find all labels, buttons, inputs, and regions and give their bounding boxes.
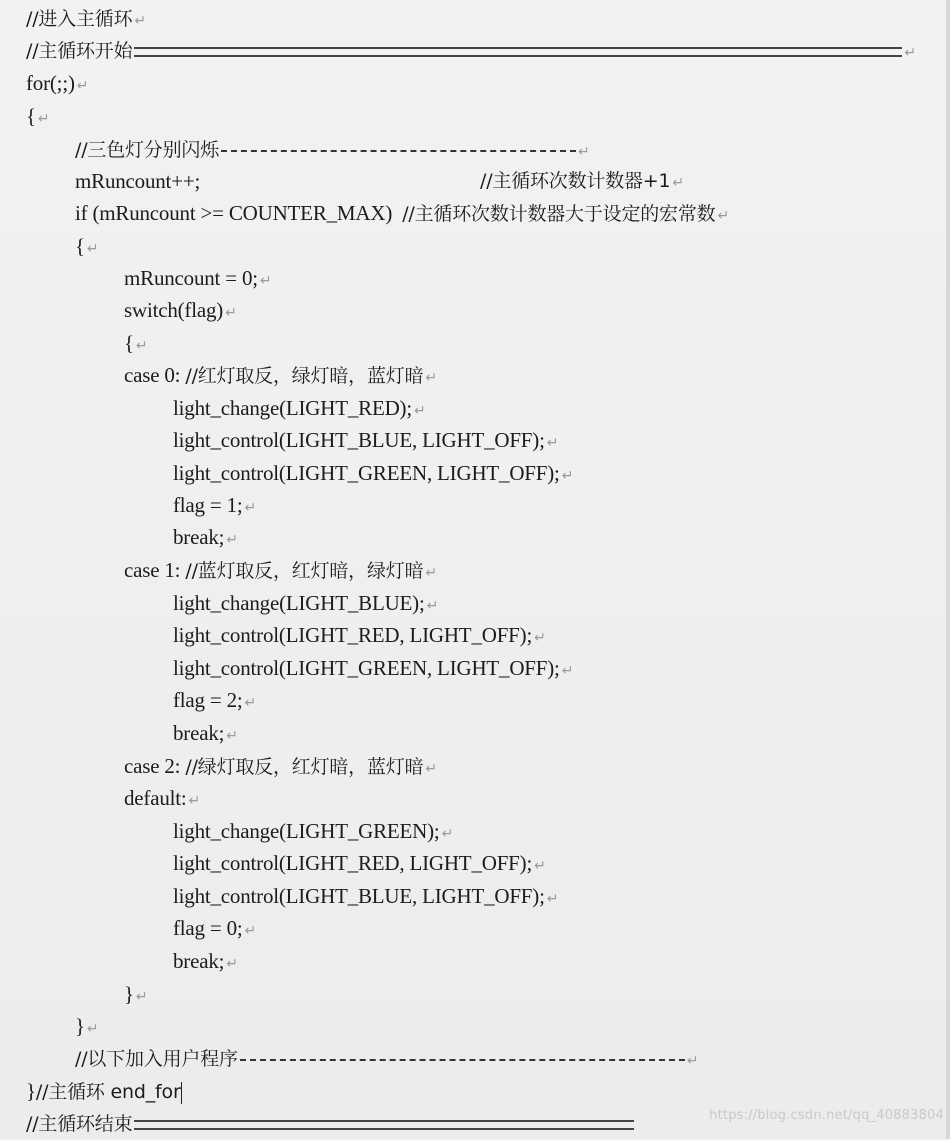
code-statement: light_control(LIGHT_BLUE, LIGHT_OFF);: [173, 428, 545, 452]
code-line: [173, 587, 438, 619]
code-statement: mRuncount++;: [75, 169, 201, 193]
paragraph-mark: ↵: [546, 435, 559, 451]
code-line: [173, 392, 426, 424]
code-line: [173, 880, 558, 912]
code-statement: break;: [173, 949, 225, 973]
paragraph-mark: ↵: [226, 728, 238, 744]
text-cursor: [181, 1082, 182, 1104]
paragraph-mark: ↵: [717, 208, 729, 224]
paragraph-mark: ↵: [226, 532, 238, 548]
case-label: case 2:: [124, 754, 186, 778]
code-line: [75, 1042, 698, 1074]
paragraph-mark: ↵: [534, 858, 546, 874]
code-line: [75, 1010, 98, 1042]
code-line: [124, 359, 437, 391]
paragraph-mark: ↵: [86, 241, 99, 257]
code-line: [26, 2, 146, 34]
paragraph-mark: ↵: [561, 468, 574, 484]
code-statement: light_change(LIGHT_GREEN);: [173, 819, 440, 843]
paragraph-mark: ↵: [135, 338, 148, 354]
code-line: [173, 521, 238, 553]
comment-main-loop-start: //主循环开始: [26, 40, 133, 62]
code-line: [173, 489, 256, 521]
if-statement: if (mRuncount >= COUNTER_MAX): [75, 201, 393, 225]
code-line: [173, 717, 238, 749]
paragraph-mark: ↵: [441, 826, 454, 842]
code-statement: light_control(LIGHT_RED, LIGHT_OFF);: [173, 851, 533, 875]
close-brace: }: [124, 982, 134, 1006]
code-statement: light_control(LIGHT_RED, LIGHT_OFF);: [173, 623, 533, 647]
paragraph-mark: ↵: [244, 695, 257, 711]
for-statement: for(;;): [26, 71, 75, 95]
case-label: case 1:: [124, 558, 186, 582]
code-line: [173, 652, 573, 684]
open-brace: {: [75, 234, 85, 258]
open-brace: {: [26, 104, 36, 128]
code-line: [173, 847, 546, 879]
paragraph-mark: ↵: [135, 989, 148, 1005]
code-statement: flag = 1;: [173, 493, 243, 517]
paragraph-mark: ↵: [534, 630, 546, 646]
paragraph-mark: ↵: [546, 891, 559, 907]
paragraph-mark: ↵: [686, 1053, 699, 1069]
code-line: [173, 912, 256, 944]
comment-case-2: //绿灯取反，红灯暗，蓝灯暗: [185, 756, 424, 778]
paragraph-mark: ↵: [244, 923, 257, 939]
code-line: [173, 815, 453, 847]
default-label: default:: [124, 786, 187, 810]
comment-main-loop-end-for: //主循环 end_for: [35, 1081, 181, 1103]
switch-statement: switch(flag): [124, 298, 224, 322]
paragraph-mark: ↵: [37, 111, 50, 127]
paragraph-mark: ↵: [134, 13, 146, 29]
separator-dashes: [221, 150, 576, 152]
comment-enter-main-loop: //进入主循环: [26, 8, 133, 30]
comment-user-program: //以下加入用户程序: [75, 1048, 238, 1070]
code-line: [173, 619, 546, 651]
code-line: [124, 750, 437, 782]
code-line: [173, 424, 558, 456]
page-edge: [946, 0, 950, 1139]
paragraph-mark: ↵: [561, 663, 574, 679]
code-statement: flag = 0;: [173, 916, 243, 940]
paragraph-mark: ↵: [76, 78, 89, 94]
code-statement: light_control(LIGHT_GREEN, LIGHT_OFF);: [173, 461, 560, 485]
paragraph-mark: ↵: [672, 175, 684, 191]
close-brace: }: [75, 1014, 85, 1038]
case-label: case 0:: [124, 363, 186, 387]
code-line: [75, 165, 775, 197]
paragraph-mark: ↵: [413, 403, 426, 419]
code-statement: break;: [173, 525, 225, 549]
code-line: [26, 67, 88, 99]
code-line: [26, 100, 49, 132]
code-statement: mRuncount = 0;: [124, 266, 258, 290]
paragraph-mark: ↵: [425, 370, 437, 386]
paragraph-mark: ↵: [426, 598, 439, 614]
code-line: [124, 978, 147, 1010]
code-line: [124, 554, 437, 586]
code-line: [173, 457, 573, 489]
code-line: [26, 1075, 182, 1107]
code-line: [75, 197, 729, 229]
code-line: [75, 133, 590, 165]
code-line: [124, 294, 237, 326]
separator-dashes: [240, 1059, 685, 1061]
code-statement: flag = 2;: [173, 688, 243, 712]
code-statement: light_change(LIGHT_RED);: [173, 396, 412, 420]
code-line: [124, 782, 200, 814]
code-statement: light_control(LIGHT_BLUE, LIGHT_OFF);: [173, 884, 545, 908]
separator-equals: [134, 47, 902, 57]
paragraph-mark: ↵: [425, 761, 437, 777]
code-line: [124, 327, 147, 359]
code-line: [75, 230, 98, 262]
code-line: [26, 34, 916, 66]
paragraph-mark: ↵: [578, 144, 590, 160]
code-statement: light_control(LIGHT_GREEN, LIGHT_OFF);: [173, 656, 560, 680]
code-line: [173, 684, 256, 716]
code-statement: light_change(LIGHT_BLUE);: [173, 591, 425, 615]
comment-tricolor-blink: //三色灯分别闪烁: [75, 139, 220, 161]
watermark: https://blog.csdn.net/qq_40883804: [709, 1108, 944, 1123]
paragraph-mark: ↵: [226, 956, 238, 972]
open-brace: {: [124, 331, 134, 355]
paragraph-mark: ↵: [259, 273, 272, 289]
close-brace: }: [26, 1079, 36, 1103]
code-line: [173, 945, 238, 977]
paragraph-mark: ↵: [86, 1021, 99, 1037]
comment-counter-exceeds: //主循环次数计数器大于设定的宏常数: [402, 203, 716, 225]
comment-main-loop-end: //主循环结束: [26, 1113, 133, 1135]
code-statement: break;: [173, 721, 225, 745]
paragraph-mark: ↵: [425, 565, 437, 581]
paragraph-mark: ↵: [244, 500, 257, 516]
code-line: [26, 1107, 634, 1139]
paragraph-mark: ↵: [904, 45, 916, 61]
paragraph-mark: ↵: [225, 305, 237, 321]
paragraph-mark: ↵: [188, 793, 201, 809]
comment-counter-increment: //主循环次数计数器+1: [480, 170, 671, 192]
code-line: [124, 262, 271, 294]
comment-case-0: //红灯取反，绿灯暗，蓝灯暗: [185, 365, 424, 387]
separator-equals: [134, 1120, 634, 1130]
comment-case-1: //蓝灯取反，红灯暗，绿灯暗: [185, 560, 424, 582]
